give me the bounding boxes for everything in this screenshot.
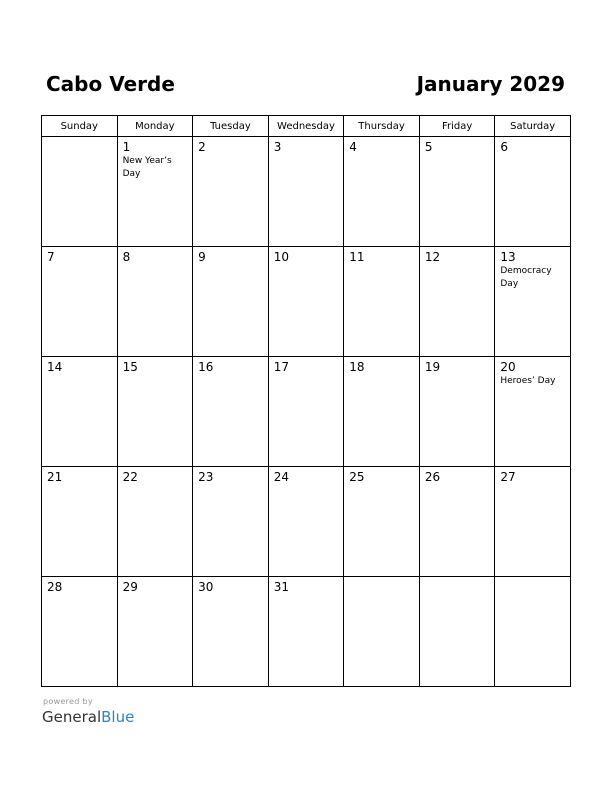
day-number: 11 bbox=[349, 250, 365, 264]
day-cell bbox=[42, 467, 118, 577]
weekday-monday: Monday bbox=[117, 116, 193, 137]
weekday-thursday: Thursday bbox=[344, 116, 420, 137]
brand-general: General bbox=[42, 708, 102, 726]
holiday-label: Heroes’ Day bbox=[500, 376, 556, 386]
day-number: 30 bbox=[198, 580, 214, 594]
day-cell bbox=[344, 577, 420, 687]
day-number: 1 bbox=[122, 140, 131, 154]
day-number: 4 bbox=[349, 140, 357, 154]
week-row bbox=[42, 357, 571, 467]
day-number: 14 bbox=[47, 360, 63, 374]
country-title: Cabo Verde bbox=[46, 72, 175, 96]
generalblue-logo bbox=[42, 708, 134, 726]
brand-blue: Blue bbox=[101, 708, 135, 726]
day-cell bbox=[419, 137, 495, 247]
day-number: 20 bbox=[500, 360, 516, 374]
day-cell bbox=[268, 137, 344, 247]
day-number: 5 bbox=[424, 140, 433, 154]
day-cell bbox=[495, 577, 571, 687]
holiday-label: Democracy Day bbox=[500, 266, 552, 289]
weekday-saturday: Saturday bbox=[495, 116, 571, 137]
day-cell bbox=[193, 137, 269, 247]
day-number: 22 bbox=[122, 470, 138, 484]
day-number: 25 bbox=[349, 470, 365, 484]
day-cell bbox=[193, 577, 269, 687]
day-cell bbox=[495, 137, 571, 247]
week-row bbox=[42, 467, 571, 577]
day-number: 3 bbox=[273, 140, 282, 154]
day-number: 17 bbox=[273, 360, 289, 374]
day-number: 21 bbox=[47, 470, 63, 484]
day-number: 24 bbox=[273, 470, 289, 484]
day-cell bbox=[344, 357, 420, 467]
day-number: 19 bbox=[424, 360, 441, 374]
day-number: 8 bbox=[122, 250, 131, 264]
weekday-sunday: Sunday bbox=[42, 116, 118, 137]
day-number: 2 bbox=[198, 140, 206, 154]
day-cell bbox=[344, 467, 420, 577]
day-cell bbox=[268, 467, 344, 577]
weekday-friday: Friday bbox=[419, 116, 495, 137]
day-number: 13 bbox=[500, 250, 516, 264]
day-number: 10 bbox=[273, 250, 289, 264]
day-cell bbox=[419, 247, 495, 357]
day-cell bbox=[117, 137, 193, 247]
day-cell bbox=[495, 467, 571, 577]
day-number: 27 bbox=[500, 470, 516, 484]
day-cell bbox=[42, 577, 118, 687]
day-cell bbox=[42, 137, 118, 247]
day-number: 26 bbox=[424, 470, 441, 484]
day-cell bbox=[193, 467, 269, 577]
day-cell bbox=[117, 247, 193, 357]
day-cell bbox=[419, 357, 495, 467]
powered-by-label: powered by bbox=[43, 697, 93, 706]
day-number: 6 bbox=[500, 140, 509, 154]
day-number: 28 bbox=[47, 580, 63, 594]
day-number: 18 bbox=[349, 360, 365, 374]
day-number: 23 bbox=[198, 470, 214, 484]
day-cell bbox=[268, 357, 344, 467]
day-cell bbox=[344, 137, 420, 247]
day-cell bbox=[117, 357, 193, 467]
day-cell bbox=[193, 247, 269, 357]
day-cell bbox=[42, 357, 118, 467]
day-number: 29 bbox=[122, 580, 138, 594]
day-number: 15 bbox=[122, 360, 138, 374]
day-number: 9 bbox=[198, 250, 206, 264]
weekday-header-row bbox=[42, 116, 571, 137]
holiday-label: New Year’s Day bbox=[122, 156, 172, 179]
month-year-title: January 2029 bbox=[416, 72, 565, 96]
day-cell bbox=[419, 577, 495, 687]
day-number: 31 bbox=[273, 580, 289, 594]
week-row bbox=[42, 137, 571, 247]
day-number: 16 bbox=[198, 360, 214, 374]
day-cell bbox=[495, 247, 571, 357]
week-row bbox=[42, 247, 571, 357]
day-number: 12 bbox=[424, 250, 441, 264]
week-row bbox=[42, 577, 571, 687]
day-cell bbox=[495, 357, 571, 467]
weekday-tuesday: Tuesday bbox=[193, 116, 269, 137]
day-number: 7 bbox=[47, 250, 55, 264]
day-cell bbox=[42, 247, 118, 357]
calendar-grid bbox=[41, 115, 571, 687]
day-cell bbox=[193, 357, 269, 467]
day-cell bbox=[419, 467, 495, 577]
day-cell bbox=[117, 467, 193, 577]
day-cell bbox=[344, 247, 420, 357]
day-cell bbox=[268, 577, 344, 687]
weekday-wednesday: Wednesday bbox=[268, 116, 344, 137]
day-cell bbox=[268, 247, 344, 357]
day-cell bbox=[117, 577, 193, 687]
